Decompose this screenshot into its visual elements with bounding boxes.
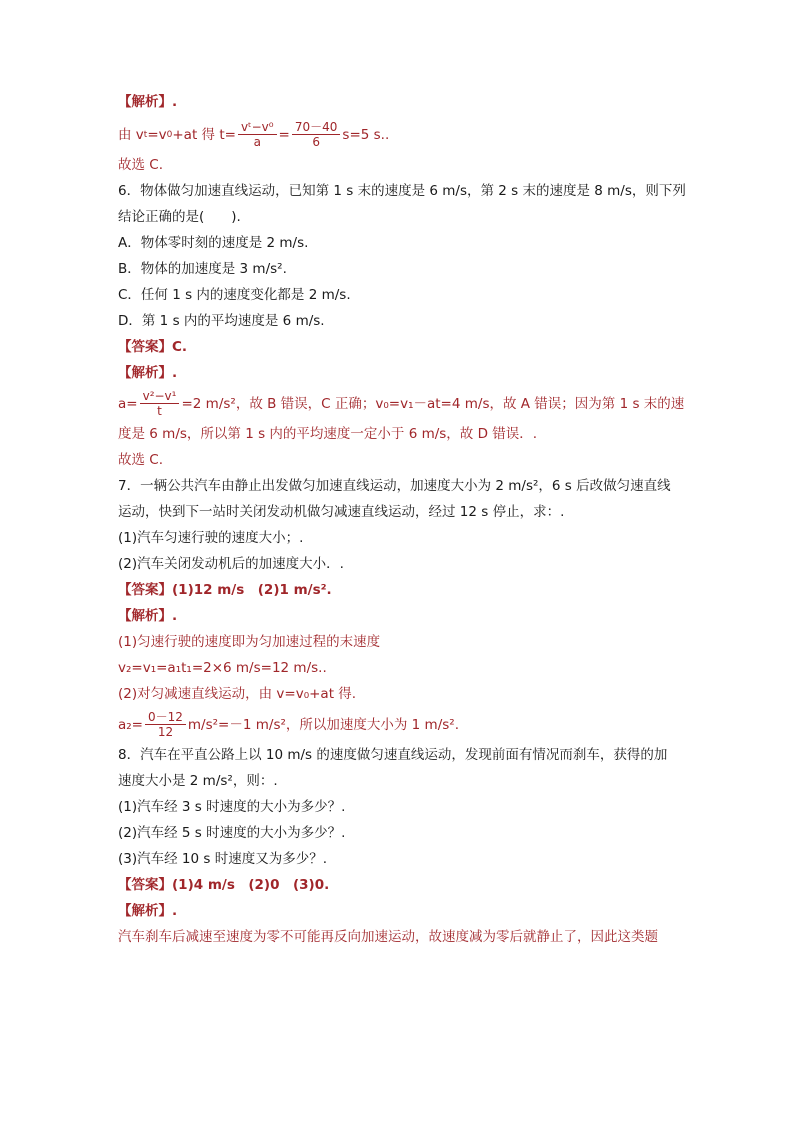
q7-fraction-denominator: 12 bbox=[157, 725, 174, 739]
q8-analysis-line1: 汽车刹车后减速至速度为零不可能再反向加速运动，故速度减为零后就静止了，因此这类题 bbox=[118, 929, 658, 945]
q7-sub2: (2)汽车关闭发动机后的加速度大小．. bbox=[118, 556, 344, 572]
q7-sub1: (1)汽车匀速行驶的速度大小；. bbox=[118, 530, 304, 546]
q5-formula-mid2: +at 得 t= bbox=[172, 126, 236, 143]
q6-analysis-line2: 度是 6 m/s，所以第 1 s 内的平均速度一定小于 6 m/s，故 D 错误．. bbox=[118, 426, 538, 442]
q7-fraction-numerator: 0－12 bbox=[145, 710, 186, 725]
q7-stem-line1: 7．一辆公共汽车由静止出发做匀加速直线运动，加速度大小为 2 m/s²，6 s 后改做匀速直线 bbox=[118, 478, 671, 494]
q7-a2-eq: a₂= bbox=[118, 716, 143, 733]
q7-stem-line2: 运动，快到下一站时关闭发动机做匀减速直线运动，经过 12 s 停止，求：. bbox=[118, 504, 565, 520]
q5-fraction-2-denominator: 6 bbox=[312, 135, 320, 149]
q8-stem-line1: 8．汽车在平直公路上以 10 m/s 的速度做匀速直线运动，发现前面有情况而刹车，获得的加 bbox=[118, 747, 668, 763]
q6-stem-line2: 结论正确的是( ). bbox=[118, 209, 241, 225]
q5-formula-sub-t: t bbox=[143, 129, 148, 140]
q6-answer: 【答案】C. bbox=[118, 339, 188, 355]
q8-stem-line2: 速度大小是 2 m/s²，则：. bbox=[118, 773, 278, 789]
q7-analysis-line2: v₂=v₁=a₁t₁=2×6 m/s=12 m/s.. bbox=[118, 660, 327, 676]
q8-answer: 【答案】(1)4 m/s (2)0 (3)0. bbox=[118, 877, 330, 893]
q5-conclusion: 故选 C. bbox=[118, 157, 164, 173]
q8-sub2: (2)汽车经 5 s 时速度的大小为多少？. bbox=[118, 825, 346, 841]
q7-analysis-label: 【解析】. bbox=[118, 608, 178, 624]
q7-answer: 【答案】(1)12 m/s (2)1 m/s². bbox=[118, 582, 332, 598]
q7-analysis-line4-rest: m/s²=－1 m/s²，所以加速度大小为 1 m/s². bbox=[187, 716, 459, 733]
q8-sub1: (1)汽车经 3 s 时速度的大小为多少？. bbox=[118, 799, 346, 815]
q8-sub3: (3)汽车经 10 s 时速度又为多少？. bbox=[118, 851, 327, 867]
q6-analysis-label: 【解析】. bbox=[118, 365, 178, 381]
q6-option-c: C．任何 1 s 内的速度变化都是 2 m/s. bbox=[118, 287, 351, 303]
q8-analysis-label: 【解析】. bbox=[118, 903, 178, 919]
q5-fraction-1 bbox=[238, 120, 277, 149]
q7-analysis-line4 bbox=[118, 710, 678, 739]
q5-equals: = bbox=[278, 126, 290, 143]
q6-fraction-denominator: t bbox=[157, 404, 162, 418]
q6-option-a: A．物体零时刻的速度是 2 m/s. bbox=[118, 235, 309, 251]
q6-stem-line1: 6．物体做匀加速直线运动，已知第 1 s 末的速度是 6 m/s，第 2 s 末的速度是 8 m/s，则下列 bbox=[118, 183, 686, 199]
q6-analysis-line1-rest: =2 m/s²，故 B 错误，C 正确；v₀=v₁－at=4 m/s，故 A 错误；因为第 1 s 末的速 bbox=[181, 395, 685, 412]
q5-formula bbox=[118, 120, 678, 149]
q5-fraction-1-numerator: vᵗ−v⁰ bbox=[238, 120, 277, 135]
q5-formula-mid1: =v bbox=[147, 126, 167, 143]
q5-fraction-2-numerator: 70－40 bbox=[292, 120, 341, 135]
q5-fraction-1-denominator: a bbox=[253, 135, 261, 149]
q7-analysis-line3: (2)对匀减速直线运动，由 v=v₀+at 得. bbox=[118, 686, 357, 702]
q5-formula-end: s=5 s.. bbox=[342, 126, 390, 143]
q7-fraction bbox=[145, 710, 186, 739]
document-page bbox=[118, 92, 686, 947]
q6-fraction bbox=[140, 389, 180, 418]
q6-option-b: B．物体的加速度是 3 m/s². bbox=[118, 261, 287, 277]
q6-analysis-line1 bbox=[118, 389, 685, 418]
q5-fraction-2 bbox=[292, 120, 341, 149]
q6-option-d: D．第 1 s 内的平均速度是 6 m/s. bbox=[118, 313, 325, 329]
q6-fraction-numerator: v²−v¹ bbox=[140, 389, 180, 404]
q5-analysis-label: 【解析】. bbox=[118, 94, 178, 110]
q7-analysis-line1: (1)匀速行驶的速度即为匀加速过程的末速度 bbox=[118, 634, 381, 650]
q6-conclusion: 故选 C. bbox=[118, 452, 164, 468]
q5-formula-sub-0: 0 bbox=[166, 129, 173, 140]
q6-a-eq: a= bbox=[118, 395, 138, 412]
q5-formula-pre: 由 v bbox=[118, 126, 144, 143]
